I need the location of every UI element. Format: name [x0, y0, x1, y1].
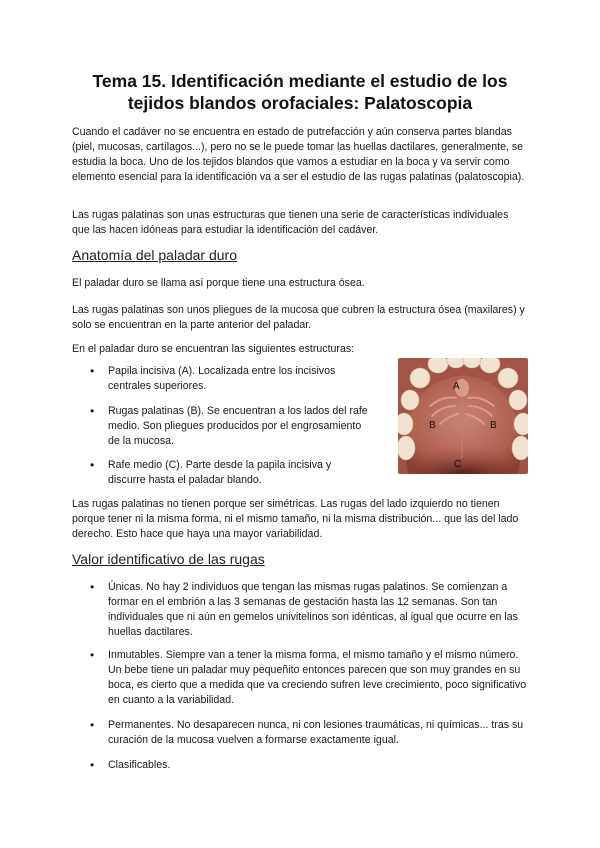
label-b-left: B	[429, 420, 436, 431]
page-title: Tema 15. Identificación mediante el estudio de los tejidos blandos orofaciales: Palatoscopia	[92, 71, 508, 113]
label-b-right: B	[490, 420, 497, 431]
label-c: C	[454, 459, 462, 470]
list-item-clasificables: • Clasificables.	[108, 758, 528, 773]
list-item-rafe: • Rafe medio (C). Parte desde la papila incisiva y discurre hasta el paladar blando.	[108, 458, 370, 488]
list-item-rugas: • Rugas palatinas (B). Se encuentran a los lados del rafe medio. Son pliegues producidos por el engrosamiento de la mucosa.	[108, 404, 370, 449]
list-item-inmutables: • Inmutables. Siempre van a tener la misma forma, el mismo tamaño y el mismo número. Un bebe tiene un paladar muy pequeñito entonces parecen que son muy grandes en su boca, es cierto que a medida que va creciendo sufren leve crecimiento, poco significativo en cuanto a la variabilidad.	[108, 648, 528, 708]
label-a: A	[453, 381, 460, 392]
list-item-permanentes: • Permanentes. No desaparecen nunca, ni con lesiones traumáticas, ni químicas... tras su curación de la mucosa vuelven a formarse exactamente igual.	[108, 718, 528, 748]
palate-photo	[398, 358, 528, 474]
intro-paragraph-1: Cuando el cadáver no se encuentra en estado de putrefacción y aún conserva partes blandas (piel, mucosas, cartílagos...), pero no se le puede tomar las huellas dactilares, generalmente, se estudia la boca. Uno de los tejidos blandos que vamos a estudiar en la boca y va servir como elemento esencial para la identificación va a ser el estudio de las rugas palatinas (palatoscopia).	[72, 126, 525, 183]
section-heading-valor: Valor identificativo de las rugas	[72, 551, 265, 567]
palate-illustration	[398, 358, 528, 474]
anatomy-paragraph-3: En el paladar duro se encuentran las siguientes estructuras:	[72, 343, 355, 355]
anatomy-paragraph-2: Las rugas palatinas son unos pliegues de la mucosa que cubren la estructura ósea (maxilares) y solo se encuentran en la parte anterior del paladar.	[72, 304, 525, 331]
anatomy-paragraph-1: El paladar duro se llama así porque tiene una estructura ósea.	[72, 277, 365, 289]
section-heading-anatomy: Anatomía del paladar duro	[72, 247, 237, 263]
intro-paragraph-2: Las rugas palatinas son unas estructuras que tienen una serie de características individuales que las hacen idóneas para estudiar la identificación del cadáver.	[72, 209, 509, 236]
anatomy-paragraph-4: Las rugas palatinas no tienen porque ser simétricas. Las rugas del lado izquierdo no tienen porque tener ni la misma forma, ni el mismo tamaño, ni la misma distribución... que las del lado derecho. Esto hace que haya una mayor variabilidad.	[72, 498, 519, 540]
list-item-papila: • Papila incisiva (A). Localizada entre los incisivos centrales superiores.	[108, 364, 370, 394]
list-item-unicas: • Únicas. No hay 2 individuos que tengan las mismas rugas palatinos. Se comienzan a formar en el embrión a las 3 semanas de gestación hasta las 12 semanas. Son tan individuales que ni aún en gemelos univitelinos son idénticas, al igual que ocurre en las huellas dactilares.	[108, 580, 528, 640]
